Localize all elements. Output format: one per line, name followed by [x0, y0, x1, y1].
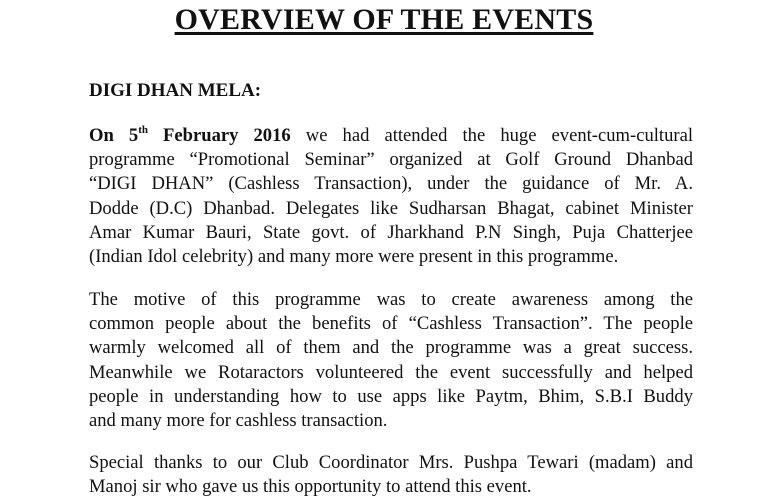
paragraph-2 — [89, 288, 693, 433]
date-month-year: February 2016 — [147, 125, 291, 146]
paragraph-2-line-6: and many more for cashless transaction. — [89, 410, 388, 432]
paragraph-2-line-3: warmly welcomed all of them and the programme was a great success. — [89, 337, 693, 359]
paragraph-2-line-1: The motive of this programme was to create awareness among the — [89, 289, 693, 310]
paragraph-1-line-2: programme “Promotional Seminar” organized at Golf Ground Dhanbad — [89, 149, 693, 171]
date-ordinal: th — [138, 124, 148, 136]
paragraph-1-line-1-text: we had attended the huge event-cum-cultural — [290, 125, 693, 146]
section-heading: DIGI DHAN MELA: — [89, 80, 262, 101]
paragraph-1-line-3: “DIGI DHAN” (Cashless Transaction), under the guidance of Mr. A. — [89, 173, 693, 195]
date-prefix: On 5 — [89, 125, 139, 146]
paragraph-2-line-4: Meanwhile we Rotaractors volunteered the event successfully and helped — [89, 361, 693, 383]
page-title: OVERVIEW OF THE EVENTS — [174, 3, 594, 36]
paragraph-3-line-1: Special thanks to our Club Coordinator Mrs. Pushpa Tewari (madam) and — [89, 452, 693, 473]
paragraph-2-line-5: people in understanding how to use apps like Paytm, Bhim, S.B.I Buddy — [89, 385, 693, 407]
paragraph-2-line-2: common people about the benefits of “Cashless Transaction”. The people — [89, 313, 693, 335]
paragraph-3-line-2: Manoj sir who gave us this opportunity to attend this event. — [89, 476, 532, 498]
paragraph-1-line-6: (Indian Idol celebrity) and many more were present in this programme. — [89, 246, 619, 268]
paragraph-3 — [89, 451, 693, 499]
paragraph-1 — [89, 124, 693, 269]
event-date — [89, 125, 291, 146]
paragraph-1-line-5: Amar Kumar Bauri, State govt. of Jharkhand P.N Singh, Puja Chatterjee — [89, 221, 693, 243]
paragraph-1-line-4: Dodde (D.C) Dhanbad. Delegates like Sudharsan Bhagat, cabinet Minister — [89, 197, 693, 219]
paragraph-1-line-1 — [89, 124, 693, 148]
